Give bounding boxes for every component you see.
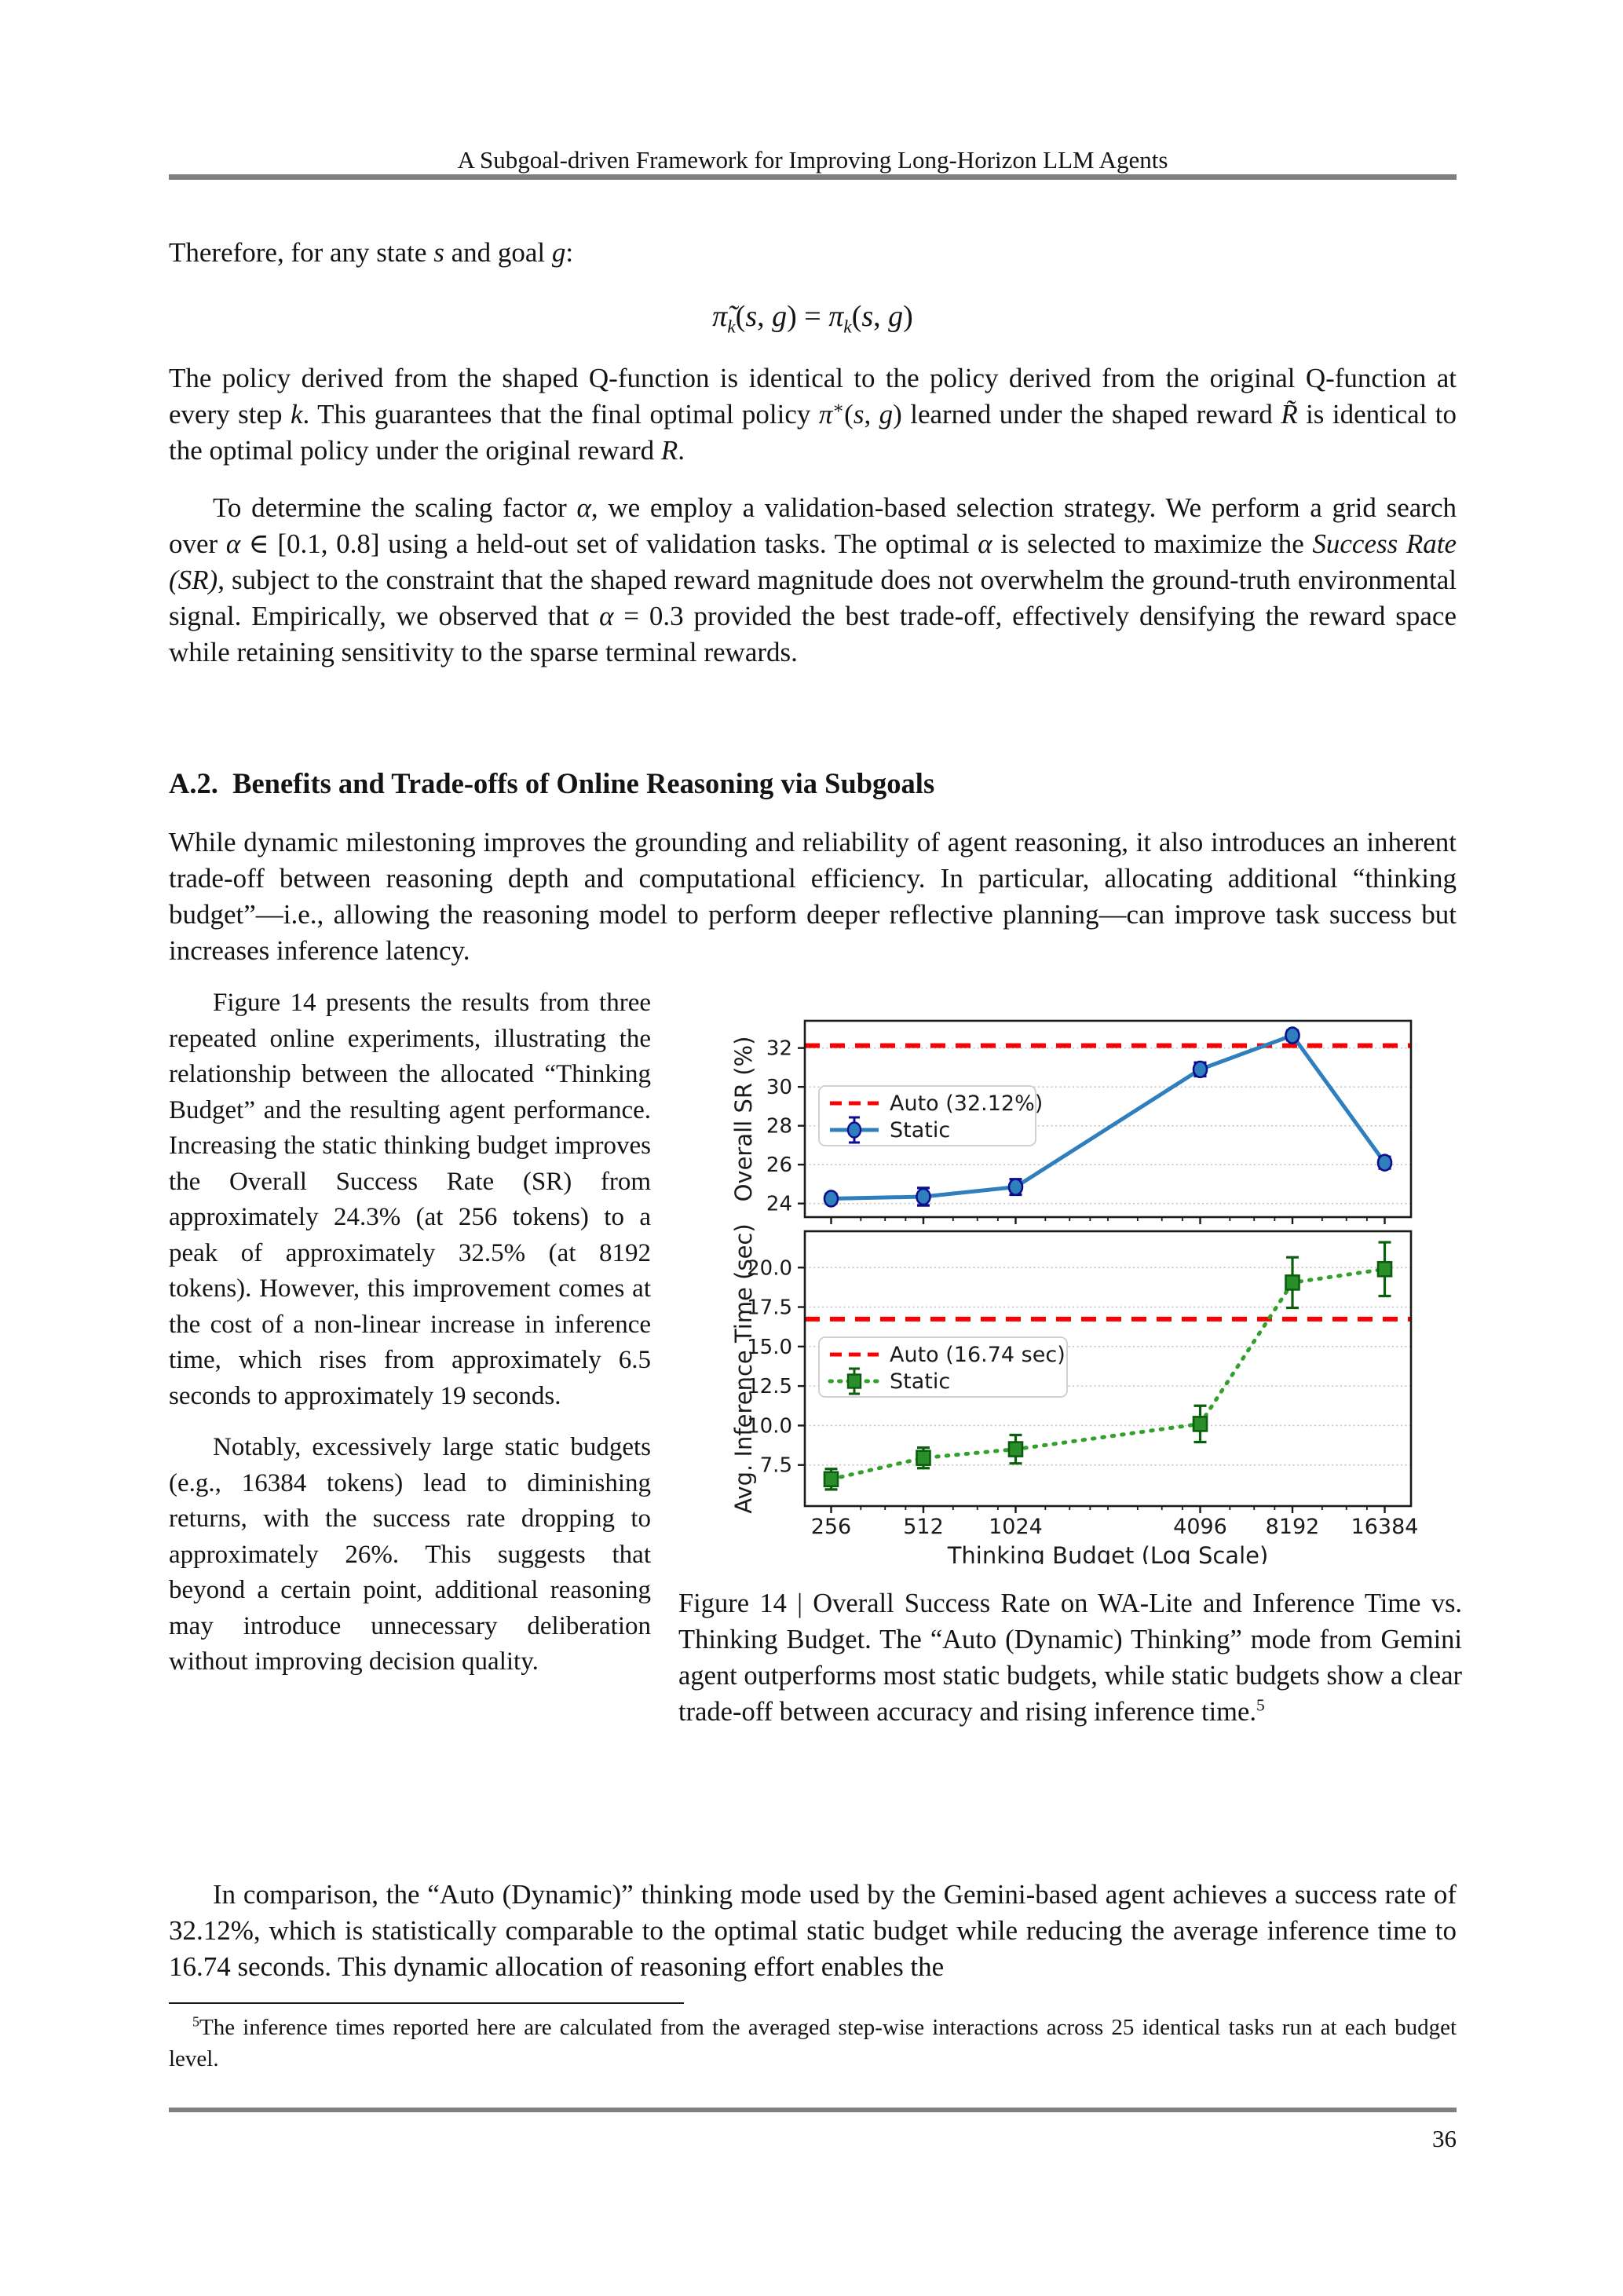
svg-text:12.5: 12.5: [747, 1375, 792, 1399]
svg-text:Avg. Inference Time (sec): Avg. Inference Time (sec): [730, 1223, 757, 1514]
latency-chart: [730, 1223, 1418, 1564]
svg-text:15.0: 15.0: [747, 1335, 792, 1359]
svg-text:16384: 16384: [1351, 1515, 1419, 1539]
svg-text:512: 512: [903, 1515, 944, 1539]
svg-text:Overall SR (%): Overall SR (%): [730, 1036, 757, 1202]
svg-text:Auto (32.12%): Auto (32.12%): [890, 1091, 1044, 1116]
svg-text:32: 32: [766, 1036, 792, 1061]
svg-text:28: 28: [766, 1114, 792, 1139]
paragraph-while-dynamic: While dynamic milestoning improves the grounding and reliability of agent reasoning, it also introduces an inherent trade-off between reasoning depth and computational efficiency. In particular, allocating additional “thinking budget”—i.e., allowing the reasoning model to perform deeper reflective planning—can improve task success but increases inference latency.: [169, 827, 1457, 966]
paragraph-notably: Notably, excessively large static budgets (e.g., 16384 tokens) lead to diminishing returns, with the success rate dropping to approximately 26%. This suggests that beyond a certain point, additional reasoning may introduce unnecessary deliberation without improving decision quality.: [169, 1433, 651, 1676]
sr-chart: [730, 1021, 1411, 1224]
paragraph-comparison: In comparison, the “Auto (Dynamic)” thinking mode used by the Gemini-based agent achieves a success rate of 32.12%, which is statistically comparable to the optimal static budget while reducing the average inference time to 16.74 seconds. This dynamic allocation of reasoning effort enables the: [169, 1879, 1457, 1982]
svg-text:256: 256: [810, 1515, 852, 1539]
paragraph-alpha: To determine the scaling factor α, we employ a validation-based selection strategy. We perform a grid search over α ∈ [0.1, 0.8] using a held-out set of validation tasks. The optimal α is selected to maximize the Success Rate (SR), subject to the constraint that the shaped reward magnitude does not overwhelm the ground-truth environmental signal. Empirically, we observed that α = 0.3 provided the best trade-off, effectively densifying the reward space while retaining sensitivity to the sparse terminal rewards.: [169, 492, 1457, 667]
svg-text:26: 26: [766, 1153, 792, 1178]
svg-text:1024: 1024: [989, 1515, 1043, 1539]
footnote-5: $^5$The inference times reported here are calculated from the averaged step-wise interactions across 25 identical tasks run at each budget level.: [169, 2013, 1457, 2071]
svg-text:20.0: 20.0: [747, 1256, 792, 1281]
left-column: [169, 985, 651, 1680]
svg-text:30: 30: [766, 1076, 792, 1100]
figure-14-caption: Figure 14 | Overall Success Rate on WA-Lite and Inference Time vs. Thinking Budget. The “Auto (Dynamic) Thinking” mode from Gemini agent outperforms most static budgets, while static budgets show a clear trade-off between accuracy and rising inference time.$^5$: [678, 1589, 1462, 1727]
svg-text:10.0: 10.0: [747, 1414, 792, 1439]
running-head-title: A Subgoal-driven Framework for Improving Long-Horizon LLM Agents: [457, 146, 1168, 174]
footnote-rule: [169, 2002, 684, 2004]
svg-text:7.5: 7.5: [759, 1453, 792, 1478]
section-heading-a2: A.2. Benefits and Trade-offs of Online Reasoning via Subgoals: [169, 767, 935, 799]
svg-text:Static: Static: [890, 1118, 951, 1143]
footer-rule: [169, 2108, 1457, 2112]
svg-text:Auto (16.74 sec): Auto (16.74 sec): [890, 1343, 1066, 1367]
paragraph-intro: Therefore, for any state s and goal g:: [169, 237, 574, 268]
svg-text:17.5: 17.5: [747, 1296, 792, 1320]
svg-text:Static: Static: [890, 1369, 951, 1394]
equation-policy: $\pĩ_k(s$, $g) = \pi_k(s$, g): [712, 300, 913, 338]
page-number: 36: [1432, 2125, 1457, 2152]
svg-text:24: 24: [766, 1192, 792, 1216]
figure-14-svg: [730, 991, 1476, 1564]
svg-text:8192: 8192: [1265, 1515, 1320, 1539]
svg-text:Thinking Budget (Log Scale): Thinking Budget (Log Scale): [947, 1542, 1269, 1564]
svg-text:4096: 4096: [1173, 1515, 1227, 1539]
paragraph-figure14: Figure 14 presents the results from three repeated online experiments, illustrating the relationship between the allocated “Thinking Budget” and the resulting agent performance. Increasing the static thinking budget improves the Overall Success Rate (SR) from approximately 24.3% (at 256 tokens) to a peak of approximately 32.5% (at 8192 tokens). However, this improvement comes at the cost of a non-linear increase in inference time, which rises from approximately 6.5 seconds to approximately 19 seconds.: [169, 989, 651, 1410]
paragraph-policy: The policy derived from the shaped Q-function is identical to the policy derived from the original Q-function at every step k. This guarantees that the final optimal policy π∗(s, g) learned under the shaped reward R̃ is identical to the optimal policy under the original reward R.: [169, 363, 1457, 466]
header-rule: [169, 174, 1457, 180]
figure-14-charts: [730, 991, 1476, 1564]
